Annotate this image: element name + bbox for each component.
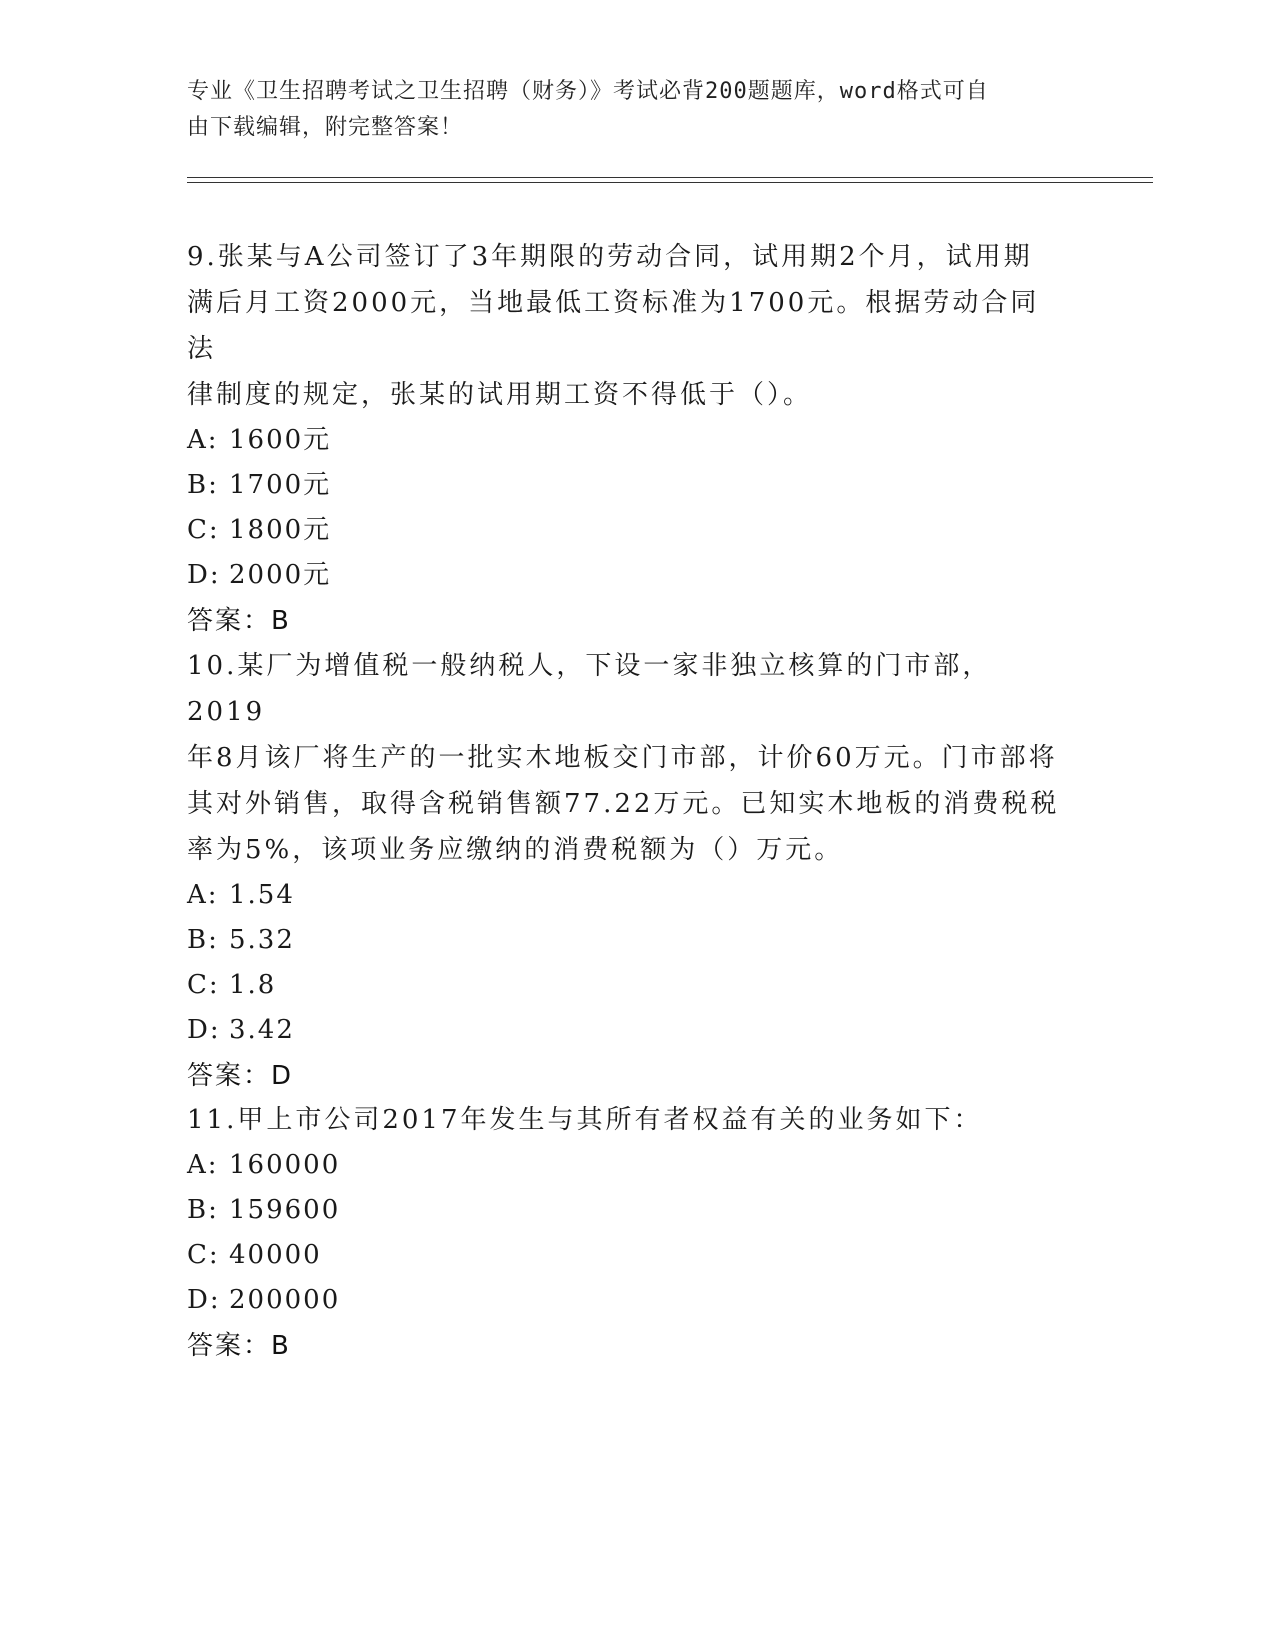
option-b: [187, 918, 1067, 963]
option-letter: B:: [187, 470, 219, 500]
header-line-2: 由下载编辑，附完整答案！: [187, 115, 464, 140]
stem-line: 9.张某与A公司签订了3年期限的劳动合同，试用期2个月，试用期: [187, 242, 1033, 272]
option-letter: C:: [187, 970, 220, 1000]
stem-line: 律制度的规定，张某的试用期工资不得低于（）。: [187, 380, 813, 410]
header-divider-bottom: [187, 182, 1153, 183]
option-c: [187, 508, 1067, 553]
option-text: 2000元: [229, 560, 332, 590]
question-11: [187, 1097, 1067, 1369]
stem-line: 其对外销售，取得含税销售额77.22万元。已知实木地板的消费税税: [187, 789, 1060, 819]
question-stem: [187, 1097, 1067, 1143]
option-text: 1700元: [229, 470, 332, 500]
stem-line: 年8月该厂将生产的一批实木地板交门市部，计价60万元。门市部将: [187, 743, 1058, 773]
option-letter: A:: [187, 425, 219, 455]
question-stem: [187, 234, 1067, 418]
option-text: 1.54: [229, 880, 295, 910]
option-text: 40000: [229, 1240, 322, 1270]
option-d: [187, 1008, 1067, 1053]
stem-line: 率为5%，该项业务应缴纳的消费税额为（）万元。: [187, 835, 844, 865]
option-d: [187, 1278, 1067, 1323]
answer-line: 答案：B: [187, 1331, 291, 1361]
question-9: [187, 234, 1067, 644]
option-c: [187, 963, 1067, 1008]
option-b: [187, 1188, 1067, 1233]
question-10: [187, 643, 1067, 1099]
option-c: [187, 1233, 1067, 1278]
option-text: 200000: [229, 1285, 341, 1315]
option-text: 1800元: [229, 515, 332, 545]
option-letter: B:: [187, 1195, 219, 1225]
option-text: 1600元: [229, 425, 332, 455]
option-text: 3.42: [229, 1015, 295, 1045]
answer-line: 答案：B: [187, 606, 291, 636]
option-letter: A:: [187, 1150, 219, 1180]
question-stem: [187, 643, 1067, 873]
option-d: [187, 553, 1067, 598]
header-divider-top: [187, 177, 1153, 178]
header-line-1: 专业《卫生招聘考试之卫生招聘（财务）》考试必背200题题库，word格式可自: [187, 79, 989, 104]
option-b: [187, 463, 1067, 508]
stem-line: 10.某厂为增值税一般纳税人，下设一家非独立核算的门市部，2019: [187, 651, 992, 727]
option-letter: D:: [187, 560, 221, 590]
option-a: [187, 1143, 1067, 1188]
option-letter: C:: [187, 1240, 220, 1270]
answer-line: 答案：D: [187, 1061, 294, 1091]
stem-line: 11.甲上市公司2017年发生与其所有者权益有关的业务如下：: [187, 1105, 983, 1135]
option-letter: B:: [187, 925, 219, 955]
option-letter: D:: [187, 1015, 221, 1045]
option-text: 160000: [229, 1150, 341, 1180]
option-letter: A:: [187, 880, 219, 910]
document-header: [187, 74, 1067, 146]
option-text: 159600: [229, 1195, 341, 1225]
option-text: 1.8: [229, 970, 277, 1000]
option-a: [187, 873, 1067, 918]
option-text: 5.32: [229, 925, 295, 955]
stem-line: 满后月工资2000元，当地最低工资标准为1700元。根据劳动合同法: [187, 288, 1040, 364]
option-a: [187, 418, 1067, 463]
option-letter: D:: [187, 1285, 221, 1315]
option-letter: C:: [187, 515, 220, 545]
